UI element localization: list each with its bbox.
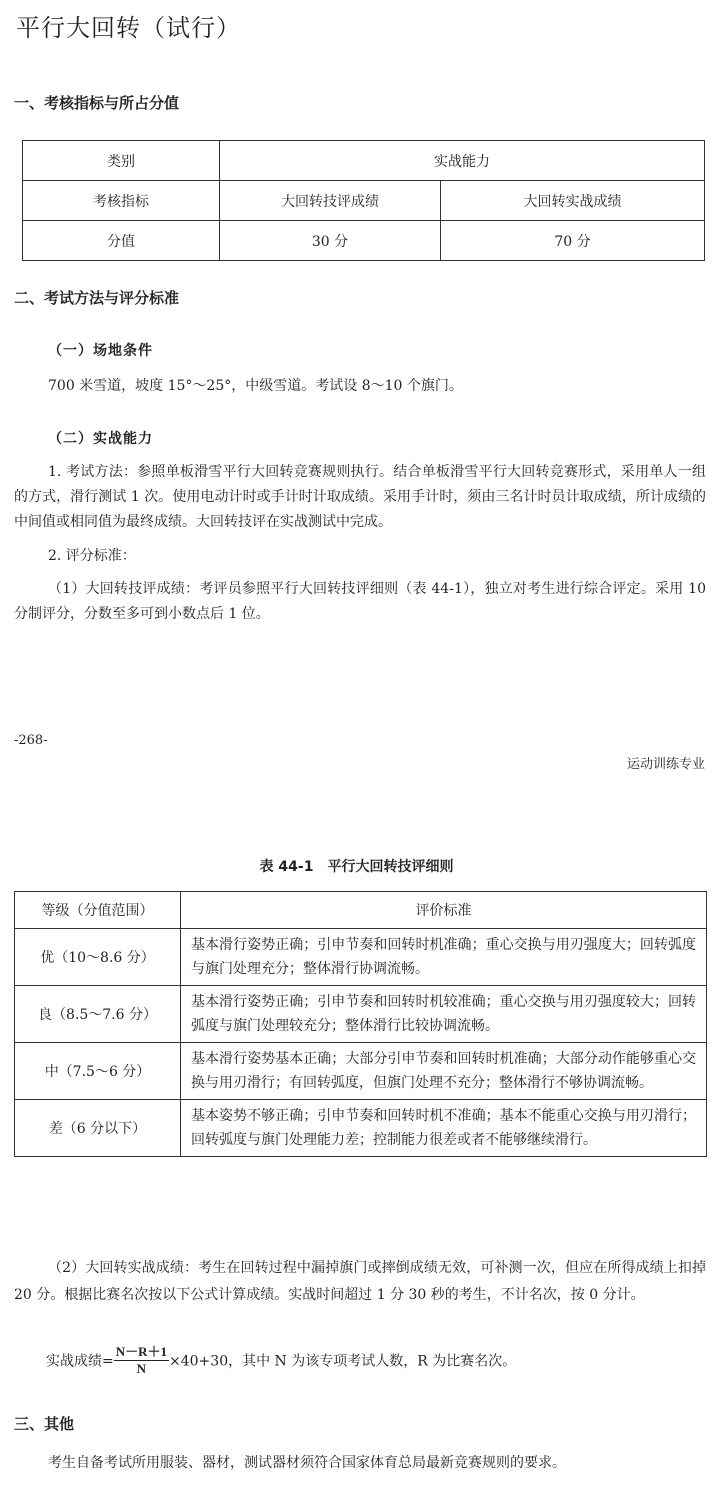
formula (46, 1344, 516, 1377)
table-cell: 分值 (23, 221, 220, 261)
formula-numerator: N－R＋1 (115, 1344, 168, 1359)
criteria-cell: 基本滑行姿势正确；引申节奏和回转时机准确；重心交换与用刃强度大；回转弧度与旗门处理充分；整体滑行协调流畅。 (181, 929, 707, 986)
level-cell: 良（8.5～7.6 分） (15, 986, 181, 1043)
formula-prefix: 实战成绩= (46, 1353, 114, 1370)
table-cell: 实战能力 (220, 141, 705, 181)
table-cell: 大回转技评成绩 (220, 181, 441, 221)
table-cell: 70 分 (441, 221, 705, 261)
table-row (15, 892, 707, 929)
formula-denominator: N (136, 1361, 147, 1376)
table-row (23, 181, 705, 221)
section3-text: 考生自备考试所用服装、器材，测试器材须符合国家体育总局最新竞赛规则的要求。 (48, 1455, 566, 1471)
level-cell: 差（6 分以下） (15, 1100, 181, 1157)
table-row (23, 221, 705, 261)
formula-suffix: ×40+30，其中 N 为该专项考试人数，R 为比赛名次。 (169, 1353, 517, 1370)
table-header: 评价标准 (181, 892, 707, 929)
page-title: 平行大回转（试行） (16, 14, 241, 42)
technique-table (14, 891, 707, 1157)
sub2-heading: （二）实战能力 (48, 431, 153, 447)
table-row (15, 986, 707, 1043)
page-number: -268- (14, 733, 48, 748)
table-row (15, 1100, 707, 1157)
standard-label: 2. 评分标准： (48, 548, 136, 564)
sub1-text: 700 米雪道，坡度 15°～25°，中级雪道。考试设 8～10 个旗门。 (48, 378, 463, 394)
criteria-cell: 基本滑行姿势正确；引申节奏和回转时机较准确；重心交换与用刃强度较大；回转弧度与旗门处理较充分；整体滑行比较协调流畅。 (181, 986, 707, 1043)
formula-fraction (114, 1344, 169, 1377)
section1-heading: 一、考核指标与所占分值 (14, 94, 180, 112)
sub1-heading: （一）场地条件 (48, 343, 153, 359)
level-cell: 中（7.5～6 分） (15, 1043, 181, 1100)
criteria-cell: 基本滑行姿势基本正确；大部分引申节奏和回转时机准确；大部分动作能够重心交换与用刃滑行；有回转弧度，但旗门处理不充分；整体滑行不够协调流畅。 (181, 1043, 707, 1100)
table-cell: 类别 (23, 141, 220, 181)
method-paragraph: 1. 考试方法：参照单板滑雪平行大回转竞赛规则执行。结合单板滑雪平行大回转竞赛形式，采用单人一组的方式，滑行测试 1 次。使用电动计时或手计时计取成绩。采用手计时，须由三名计时员计取成绩，所计成绩的中间值或相同值为最终成绩。大回转技评在实战测试中完成。 (14, 464, 706, 530)
table-cell: 30 分 (220, 221, 441, 261)
table-cell: 大回转实战成绩 (441, 181, 705, 221)
table-row (15, 929, 707, 986)
section3-heading: 三、其他 (14, 1415, 75, 1433)
score-table (22, 140, 705, 261)
combat-paragraph: （2）大回转实战成绩：考生在回转过程中漏掉旗门或摔倒成绩无效，可补测一次，但应在所得成绩上扣掉 20 分。根据比赛名次按以下公式计算成绩。实战时间超过 1 分 30 秒的考生，不计名次，按 0 分计。 (14, 1260, 706, 1303)
criteria-cell: 基本姿势不够正确；引申节奏和回转时机不准确；基本不能重心交换与用刃滑行；回转弧度与旗门处理能力差；控制能力很差或者不能够继续滑行。 (181, 1100, 707, 1157)
footer-label: 运动训练专业 (626, 757, 705, 772)
technique-paragraph: （1）大回转技评成绩：考评员参照平行大回转技评细则（表 44-1），独立对考生进行综合评定。采用 10 分制评分，分数至多可到小数点后 1 位。 (14, 581, 706, 622)
section2-heading: 二、考试方法与评分标准 (14, 289, 180, 307)
table2-caption: 表 44-1 平行大回转技评细则 (259, 859, 454, 875)
level-cell: 优（10～8.6 分） (15, 929, 181, 986)
table-cell: 考核指标 (23, 181, 220, 221)
table-row (23, 141, 705, 181)
table-header: 等级（分值范围） (15, 892, 181, 929)
table-row (15, 1043, 707, 1100)
